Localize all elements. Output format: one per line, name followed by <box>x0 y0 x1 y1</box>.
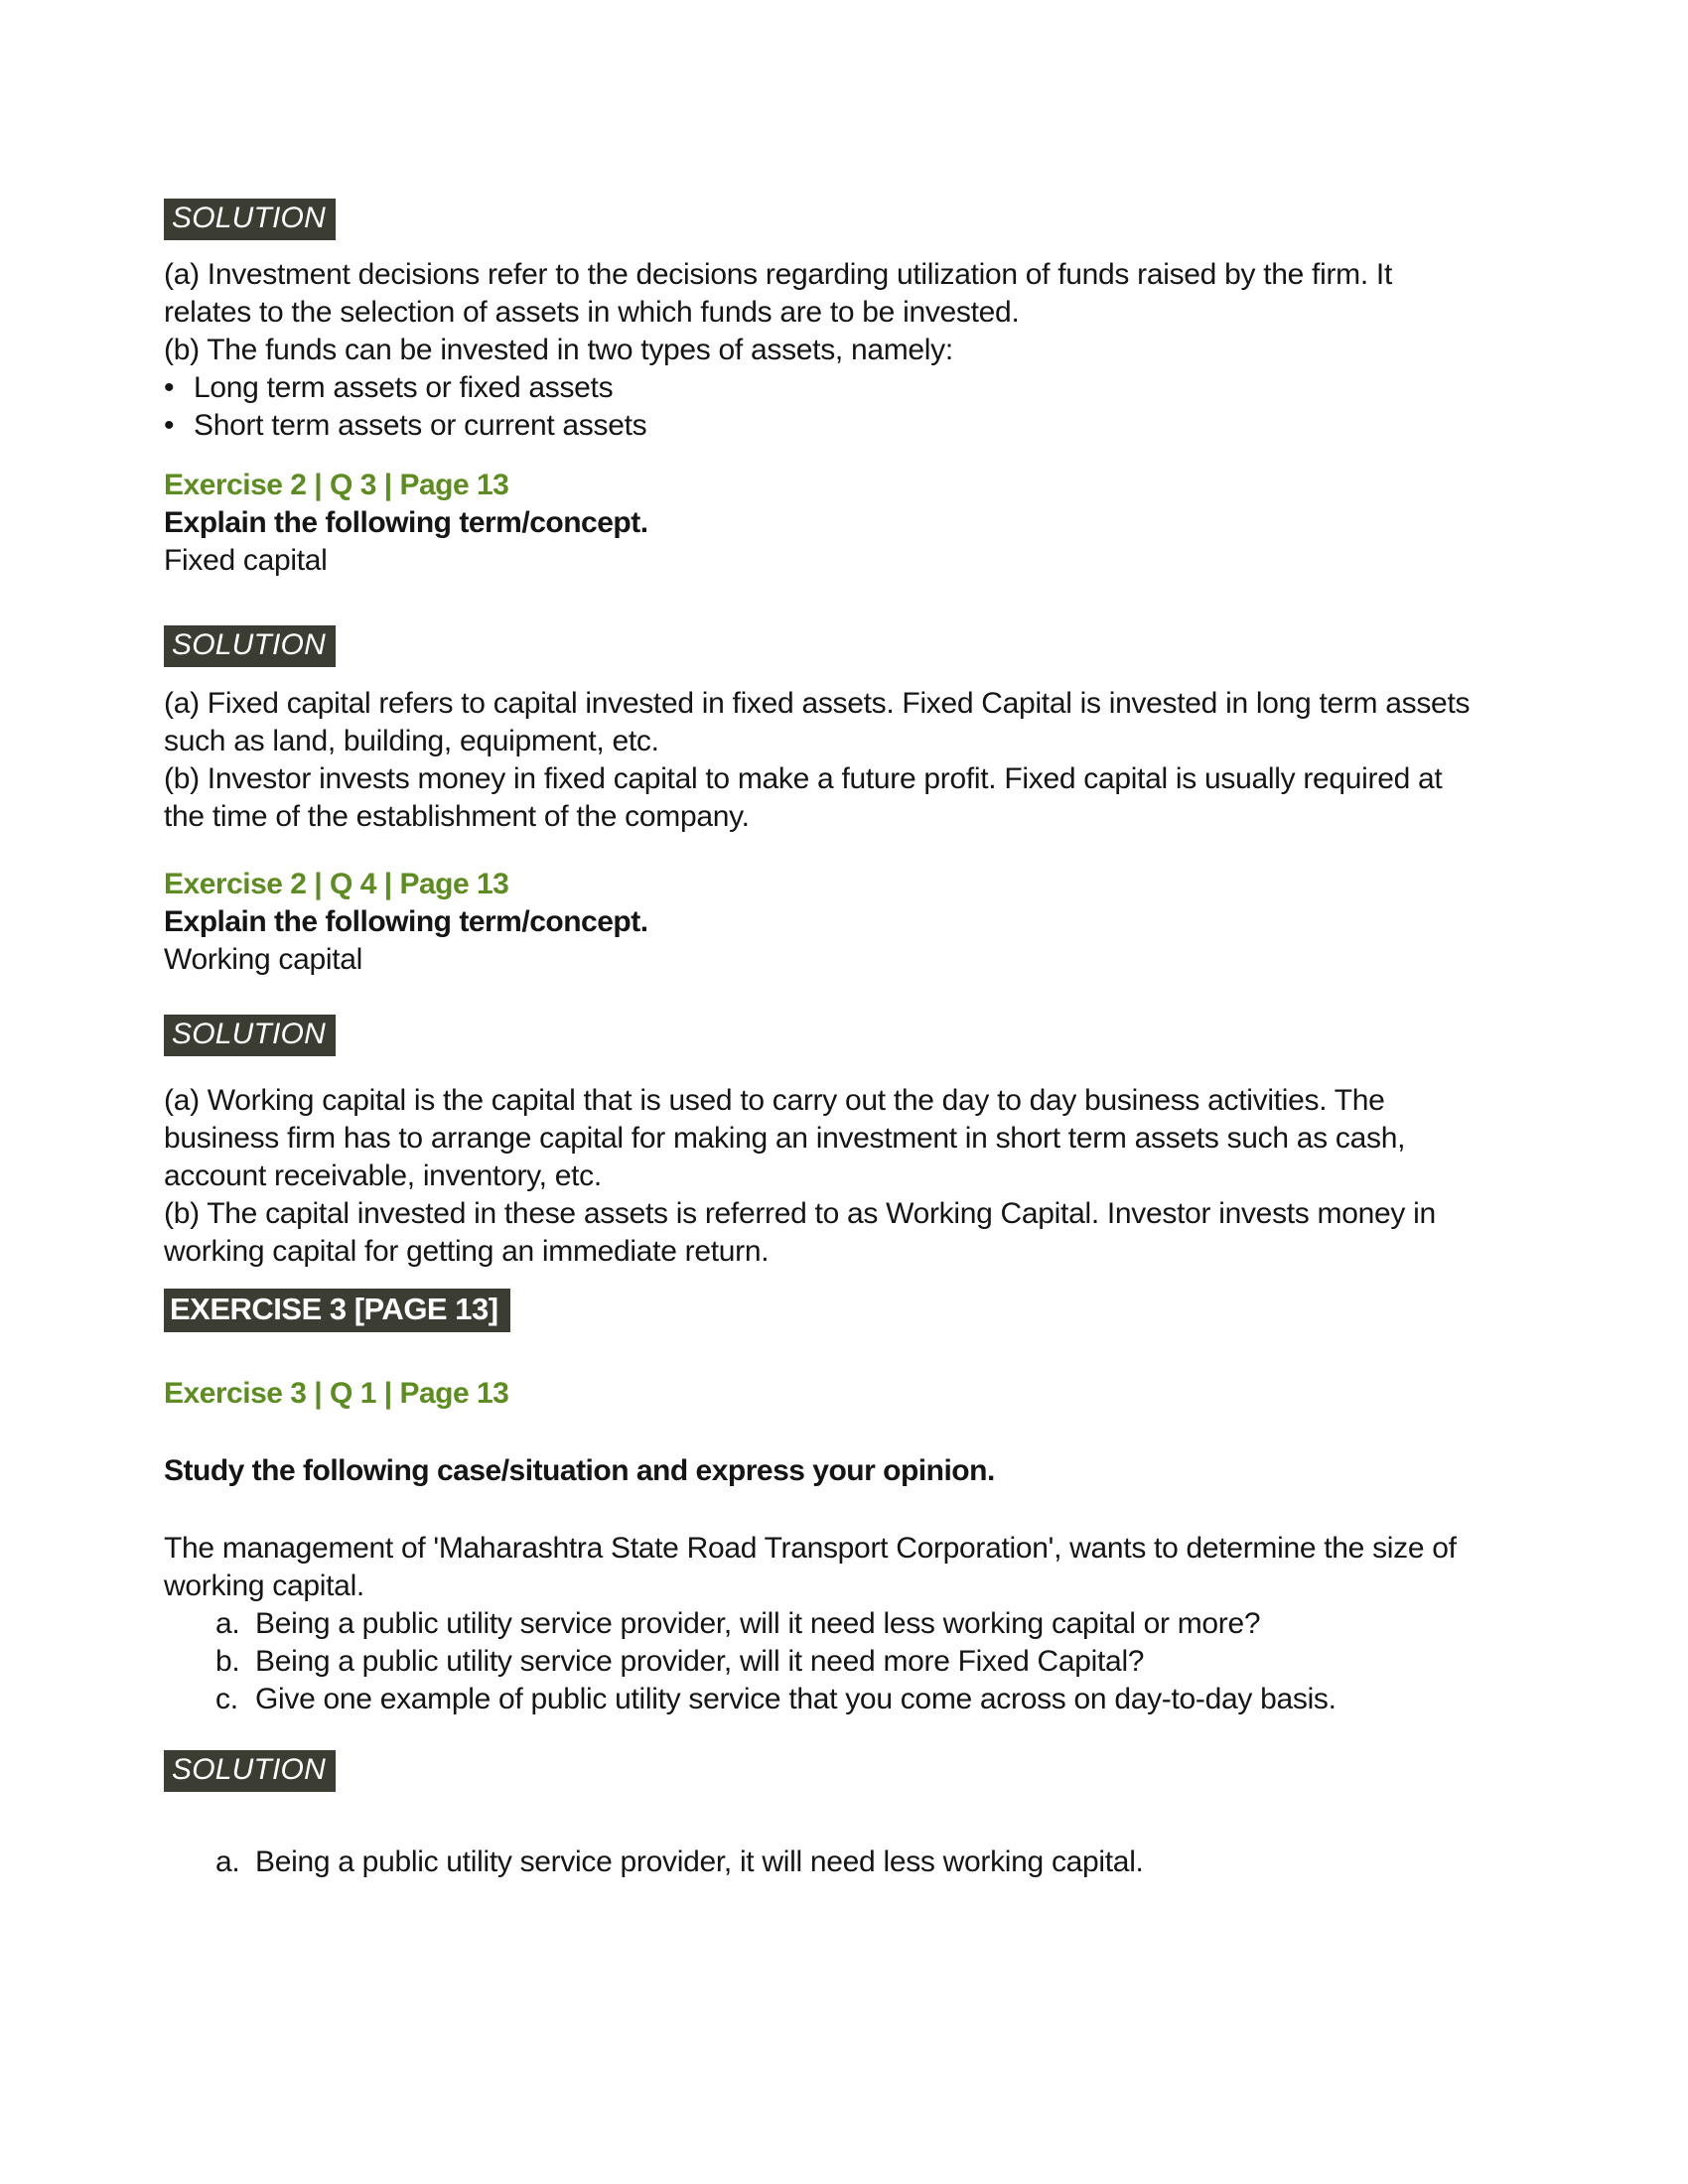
exercise-banner: EXERCISE 3 [PAGE 13] <box>164 1289 510 1332</box>
exercise-banner-row <box>164 1289 1479 1332</box>
solution3-paragraph-b: (b) The capital invested in these assets is referred to as Working Capital. Investor invests money in working capital for getting an immediate return. <box>164 1197 1436 1268</box>
bullet-text: Short term assets or current assets <box>194 409 647 442</box>
exercise-heading-q3: Exercise 2 | Q 3 | Page 13 <box>164 469 509 501</box>
solution-badge-row <box>164 199 1479 240</box>
solution2-paragraph-b: (b) Investor invests money in fixed capital to make a future profit. Fixed capital is usually required at the time of the establishment of the company. <box>164 762 1443 833</box>
solution2-paragraph-a: (a) Fixed capital refers to capital invested in fixed assets. Fixed Capital is invested in long term assets such as land, building, equipment, etc. <box>164 687 1471 757</box>
solution-badge: SOLUTION <box>164 199 336 240</box>
solution-badge-row <box>164 1015 1479 1056</box>
option-text: Being a public utility service provider, will it need less working capital or more? <box>255 1607 1261 1640</box>
term-text: Working capital <box>164 943 363 976</box>
bullet-icon: • <box>164 409 175 442</box>
answer-item <box>164 1843 1479 1881</box>
answer-text: Being a public utility service provider, it will need less working capital. <box>255 1845 1144 1878</box>
bullet-icon: • <box>164 371 175 404</box>
case-option-a <box>164 1605 1479 1643</box>
option-marker: a. <box>215 1607 240 1640</box>
solution-badge: SOLUTION <box>164 625 336 667</box>
case-option-c <box>164 1681 1479 1718</box>
exercise-heading-q1: Exercise 3 | Q 1 | Page 13 <box>164 1377 509 1410</box>
option-marker: c. <box>215 1683 238 1715</box>
question-prompt: Explain the following term/concept. <box>164 905 648 938</box>
case-option-b <box>164 1643 1479 1681</box>
option-text: Give one example of public utility service that you come across on day-to-day basis. <box>255 1683 1336 1715</box>
case-prompt: Study the following case/situation and express your opinion. <box>164 1454 995 1487</box>
case-intro: The management of 'Maharashtra State Road Transport Corporation', wants to determine the size of working capital. <box>164 1532 1457 1602</box>
solution-badge: SOLUTION <box>164 1750 336 1792</box>
case-option-list <box>164 1605 1479 1718</box>
solution1-paragraph-b: (b) The funds can be invested in two types of assets, namely: <box>164 334 953 366</box>
solution-badge-row <box>164 625 1479 667</box>
bullet-item <box>164 369 1479 407</box>
term-text: Fixed capital <box>164 544 328 577</box>
bullet-item <box>164 407 1479 445</box>
solution-badge: SOLUTION <box>164 1015 336 1056</box>
bullet-text: Long term assets or fixed assets <box>194 371 614 404</box>
option-text: Being a public utility service provider, will it need more Fixed Capital? <box>255 1645 1145 1678</box>
solution-badge-row <box>164 1750 1479 1792</box>
solution3-paragraph-a: (a) Working capital is the capital that is used to carry out the day to day business activities. The business firm has to arrange capital for making an investment in short term assets such as cash, account receivable, inventory, etc. <box>164 1084 1406 1192</box>
option-marker: b. <box>215 1645 240 1678</box>
answer-marker: a. <box>215 1845 240 1878</box>
exercise-heading-q4: Exercise 2 | Q 4 | Page 13 <box>164 868 509 900</box>
question-prompt: Explain the following term/concept. <box>164 506 648 539</box>
solution1-paragraph-a: (a) Investment decisions refer to the decisions regarding utilization of funds raised by the firm. It relates to the selection of assets in which funds are to be invested. <box>164 258 1392 329</box>
